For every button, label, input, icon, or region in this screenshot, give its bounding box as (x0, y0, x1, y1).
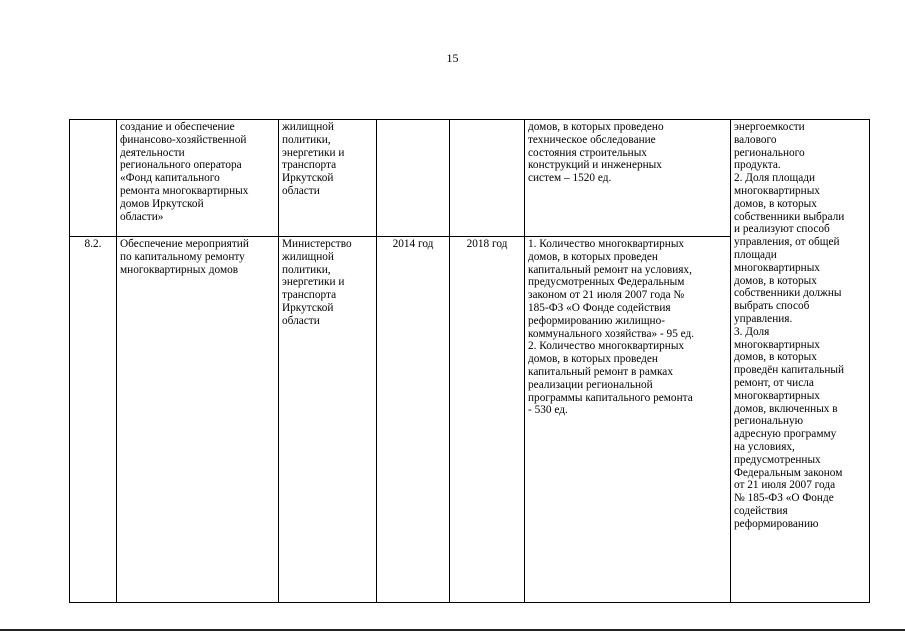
measure-name-cell (117, 237, 279, 603)
text-line: финансово-хозяйственной (120, 133, 247, 146)
text-line: многоквартирных (734, 184, 820, 197)
text-line: 2. Количество многоквартирных (528, 340, 685, 353)
text-line: состояния строительных (528, 146, 647, 159)
text-line: площади (734, 248, 777, 261)
text-line: реализации региональной (528, 378, 653, 391)
indicators-cell (731, 120, 870, 603)
text-line: домов, в которых (734, 197, 817, 210)
text-line: законом от 21 июля 2007 года № (528, 289, 685, 302)
text-line: создание и обеспечение (120, 121, 235, 133)
text-line: области (282, 314, 320, 327)
executor-cell (279, 237, 377, 603)
text-line: коммунального хозяйства» - 95 ед. (528, 327, 695, 340)
text-line: транспорта (282, 159, 337, 172)
text-line: многоквартирных домов (120, 263, 239, 276)
text-line: на условиях, (734, 440, 795, 453)
text-line: домов, в которых проведен (528, 250, 658, 263)
text-line: по капитальному ремонту (120, 250, 245, 263)
row-number-cell (70, 120, 117, 237)
text-line: - 530 ед. (528, 404, 568, 417)
text-line: многоквартирных (734, 261, 820, 274)
text-line: транспорта (282, 289, 337, 302)
text-line: политики, (282, 263, 331, 276)
text-line: Обеспечение мероприятий (120, 238, 249, 250)
text-line: энергетики и (282, 276, 345, 289)
text-line: жилищной (282, 250, 334, 263)
text-line: реформированию жилищно- (528, 314, 665, 327)
text-line: области» (120, 210, 164, 223)
text-line: предусмотренных (734, 453, 821, 466)
page-number: 15 (446, 51, 459, 65)
text-line: проведён капитальный (734, 364, 845, 377)
text-line: «Фонд капитального (120, 172, 220, 185)
text-line: жилищной (282, 121, 334, 133)
text-line: систем – 1520 ед. (528, 172, 612, 185)
scan-edge-line (0, 629, 905, 631)
text-line: от 21 июля 2007 года (734, 479, 836, 492)
text-line: 3. Доля (734, 325, 770, 338)
text-line: валового (734, 133, 777, 146)
text-line: адресную программу (734, 428, 837, 441)
row-number-cell: 8.2. (70, 237, 117, 603)
text-line: деятельности (120, 146, 185, 159)
text-line: ремонт, от числа (734, 376, 814, 389)
end-year-cell (450, 120, 525, 237)
text-line: многоквартирных (734, 338, 820, 351)
start-year-cell (377, 120, 450, 237)
text-line: домов, в которых (734, 351, 817, 364)
program-measures-table (69, 119, 870, 603)
text-line: домов, включенных в (734, 402, 838, 415)
text-line: содействия (734, 504, 788, 517)
result-cell (525, 120, 731, 237)
text-line: техническое обследование (528, 133, 656, 146)
result-cell (525, 237, 731, 603)
text-line: Иркутской (282, 172, 334, 185)
text-line: 185-ФЗ «О Фонде содействия (528, 301, 671, 314)
text-line: капитальный ремонт в рамках (528, 365, 673, 378)
text-line: 1. Количество многоквартирных (528, 238, 685, 250)
text-line: домов, в которых проведено (528, 121, 664, 133)
text-line: собственники должны (734, 287, 842, 300)
text-line: капитальный ремонт на условиях, (528, 263, 692, 276)
text-line: регионального оператора (120, 159, 242, 172)
text-line: выбрать способ (734, 300, 810, 313)
text-line: № 185-ФЗ «О Фонде (734, 492, 834, 505)
text-line: регионального (734, 146, 805, 159)
text-line: политики, (282, 133, 331, 146)
table-row (70, 120, 870, 237)
text-line: управления, от общей (734, 236, 840, 249)
text-line: Министерство (282, 238, 352, 250)
text-line: энергетики и (282, 146, 345, 159)
executor-cell (279, 120, 377, 237)
text-line: программы капитального ремонта (528, 391, 693, 404)
text-line: управления. (734, 312, 793, 325)
end-year-cell: 2018 год (450, 237, 525, 603)
text-line: области (282, 184, 320, 197)
text-line: энергоемкости (734, 121, 805, 133)
text-line: предусмотренных Федеральным (528, 276, 685, 289)
text-line: собственники выбрали (734, 210, 845, 223)
text-line: и реализуют способ (734, 223, 830, 236)
text-line: ремонта многоквартирных (120, 184, 249, 197)
start-year-cell: 2014 год (377, 237, 450, 603)
text-line: реформированию (734, 517, 819, 530)
text-line: Иркутской (282, 301, 334, 314)
text-line: продукта. (734, 159, 781, 172)
text-line: домов, в которых (734, 274, 817, 287)
text-line: Федеральным законом (734, 466, 843, 479)
measure-name-cell (117, 120, 279, 237)
text-line: 2. Доля площади (734, 172, 815, 185)
text-line: конструкций и инженерных (528, 159, 662, 172)
text-line: домов, в которых проведен (528, 353, 658, 366)
text-line: многоквартирных (734, 389, 820, 402)
text-line: региональную (734, 415, 804, 428)
text-line: домов Иркутской (120, 197, 204, 210)
